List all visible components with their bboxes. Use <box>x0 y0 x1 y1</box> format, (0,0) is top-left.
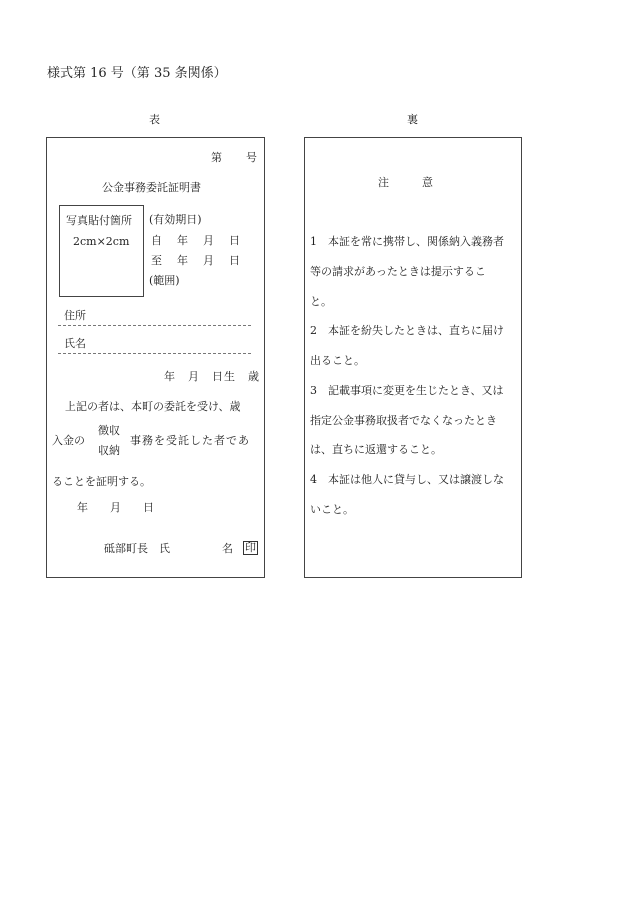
form-title: 様式第 16 号（第 35 条関係） <box>47 66 227 81</box>
photo-size: 2cm×2cm <box>73 235 130 248</box>
note-line: 等の請求があったときは提示するこ <box>310 265 486 278</box>
mayor-title: 砥部町長 氏 <box>104 542 170 555</box>
note-line: と。 <box>310 295 332 308</box>
note-line: 4 本証は他人に貸与し、又は譲渡しな <box>310 473 504 486</box>
birth-row: 年 月 日生 歳 <box>164 370 260 383</box>
note-line: は、直ちに返還すること。 <box>310 443 442 456</box>
mayor-name-label: 名 <box>222 542 233 555</box>
name-label: 氏名 <box>64 337 86 350</box>
notes-title: 注 意 <box>378 176 433 189</box>
validity-heading: (有効期日) <box>149 213 202 226</box>
valid-to-row: 至 年 月 日 <box>151 254 242 267</box>
body-line-2-end: 事務を受託した者であ <box>130 434 250 447</box>
number-label: 第 <box>211 151 222 164</box>
front-heading: 表 <box>149 113 160 126</box>
scope-label: (範囲) <box>149 274 180 287</box>
collect-option-1: 徴収 <box>98 424 120 437</box>
note-line: 2 本証を紛失したときは、直ちに届け <box>310 324 504 337</box>
address-label: 住所 <box>64 309 86 322</box>
seal-mark: 印 <box>245 541 256 554</box>
note-line: いこと。 <box>310 503 354 516</box>
number-suffix: 号 <box>246 151 257 164</box>
note-line: 指定公金事務取扱者でなくなったとき <box>310 414 497 427</box>
name-line <box>58 353 251 354</box>
seal <box>243 541 258 555</box>
certificate-title: 公金事務委託証明書 <box>102 181 201 194</box>
back-heading: 裏 <box>407 113 418 126</box>
issue-date-row: 年 月 日 <box>77 501 154 514</box>
note-line: 1 本証を常に携帯し、関係納入義務者 <box>310 235 504 248</box>
body-line-2-start: 入金の <box>52 434 85 447</box>
body-line-3: ることを証明する。 <box>52 475 151 488</box>
body-line-1: 上記の者は、本町の委託を受け、歳 <box>65 400 241 413</box>
note-line: 出ること。 <box>310 354 365 367</box>
note-line: 3 記載事項に変更を生じたとき、又は <box>310 384 504 397</box>
valid-from-row: 自 年 月 日 <box>151 234 242 247</box>
collect-option-2: 収納 <box>98 444 120 457</box>
address-line <box>58 325 251 326</box>
photo-label: 写真貼付箇所 <box>66 214 132 227</box>
